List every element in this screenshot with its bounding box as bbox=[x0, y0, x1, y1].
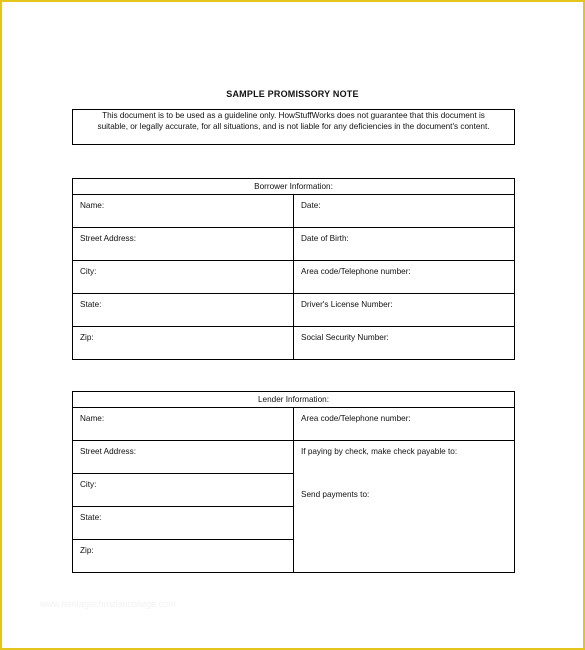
borrower-date-of-birth-field[interactable]: Date of Birth: bbox=[294, 228, 515, 261]
lender-city-field[interactable]: City: bbox=[73, 474, 294, 507]
borrower-header: Borrower Information: bbox=[73, 179, 515, 195]
lender-name-field[interactable]: Name: bbox=[73, 408, 294, 441]
borrower-city-field[interactable]: City: bbox=[73, 261, 294, 294]
borrower-drivers-license-field[interactable]: Driver's License Number: bbox=[294, 294, 515, 327]
watermark-text: www.heritagechristiancollege.com bbox=[40, 599, 176, 609]
lender-payment-instructions[interactable] bbox=[294, 441, 515, 573]
document-page bbox=[2, 2, 583, 648]
disclaimer-box: This document is to be used as a guideline only. HowStuffWorks does not guarantee that this document is suitable, or legally accurate, for all situations, and is not liable for any deficiencies in the document's content. bbox=[72, 109, 515, 145]
borrower-date-field[interactable]: Date: bbox=[294, 195, 515, 228]
lender-telephone-field[interactable]: Area code/Telephone number: bbox=[294, 408, 515, 441]
lender-header: Lender Information: bbox=[73, 392, 515, 408]
lender-information-table bbox=[72, 391, 515, 573]
borrower-name-field[interactable]: Name: bbox=[73, 195, 294, 228]
lender-state-field[interactable]: State: bbox=[73, 507, 294, 540]
lender-zip-field[interactable]: Zip: bbox=[73, 540, 294, 573]
borrower-street-address-field[interactable]: Street Address: bbox=[73, 228, 294, 261]
send-payments-label: Send payments to: bbox=[301, 490, 370, 499]
borrower-zip-field[interactable]: Zip: bbox=[73, 327, 294, 360]
check-payable-label: If paying by check, make check payable to: bbox=[301, 447, 458, 456]
lender-street-address-field[interactable]: Street Address: bbox=[73, 441, 294, 474]
document-title: SAMPLE PROMISSORY NOTE bbox=[226, 89, 359, 99]
borrower-state-field[interactable]: State: bbox=[73, 294, 294, 327]
borrower-telephone-field[interactable]: Area code/Telephone number: bbox=[294, 261, 515, 294]
spacer bbox=[301, 456, 514, 490]
borrower-ssn-field[interactable]: Social Security Number: bbox=[294, 327, 515, 360]
borrower-information-table bbox=[72, 178, 515, 360]
